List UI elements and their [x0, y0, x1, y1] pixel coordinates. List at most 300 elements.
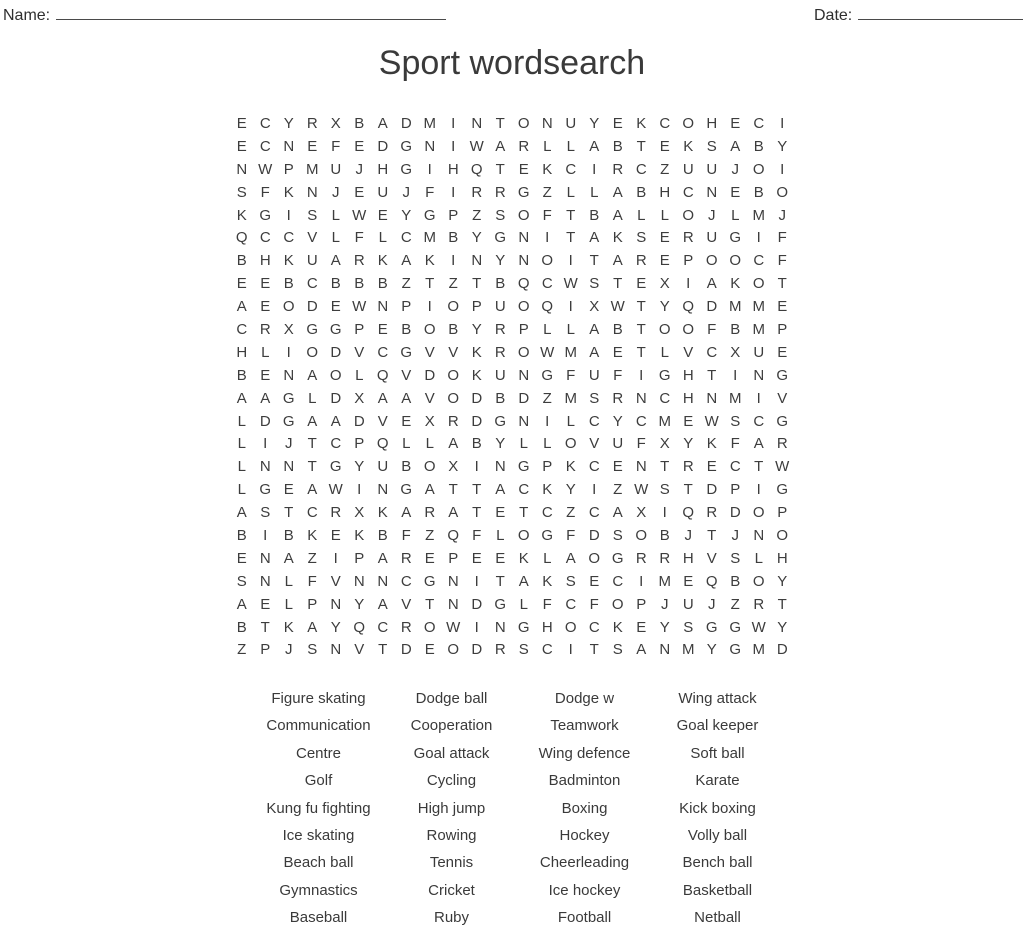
grid-letter: A — [448, 435, 459, 453]
grid-letter: T — [636, 343, 646, 361]
grid-letter: R — [635, 252, 647, 270]
grid-letter: L — [543, 435, 552, 453]
grid-letter: G — [400, 137, 413, 155]
grid-letter: K — [612, 618, 623, 636]
grid-letter: U — [306, 252, 318, 270]
grid-letter: R — [776, 435, 788, 453]
grid-letter: K — [730, 275, 741, 293]
word-list-item: Baseball — [289, 909, 348, 927]
grid-letter: O — [705, 252, 718, 270]
grid-letter: P — [448, 549, 459, 567]
grid-letter: L — [566, 183, 575, 201]
word-list-item: Ice hockey — [548, 881, 621, 899]
grid-letter: A — [636, 641, 647, 659]
grid-letter: A — [612, 252, 623, 270]
grid-letter: E — [636, 618, 647, 636]
grid-letter: V — [307, 229, 318, 247]
grid-letter: P — [354, 435, 365, 453]
grid-letter: J — [708, 206, 716, 224]
grid-letter: P — [401, 298, 412, 316]
grid-letter: I — [592, 160, 597, 178]
grid-letter: I — [733, 366, 738, 384]
grid-letter: R — [494, 641, 506, 659]
grid-letter: M — [306, 160, 319, 178]
grid-letter: N — [283, 458, 295, 476]
grid-letter: T — [378, 641, 388, 659]
grid-letter: R — [612, 389, 624, 407]
grid-letter: D — [424, 366, 436, 384]
grid-letter: Y — [589, 115, 600, 132]
grid-letter: A — [236, 595, 247, 613]
grid-letter: X — [730, 343, 741, 361]
grid-letter: O — [517, 206, 530, 224]
grid-letter: B — [612, 321, 623, 339]
grid-letter: E — [424, 549, 435, 567]
grid-letter: L — [731, 206, 740, 224]
grid-letter: R — [659, 549, 671, 567]
word-list-item: Cycling — [426, 772, 477, 790]
grid-letter: I — [639, 572, 644, 590]
grid-letter: D — [729, 504, 741, 522]
grid-letter: I — [451, 137, 456, 155]
grid-letter: N — [330, 641, 342, 659]
grid-letter: G — [423, 206, 436, 224]
grid-letter: E — [236, 549, 247, 567]
grid-row — [230, 136, 794, 159]
grid-letter: P — [283, 160, 294, 178]
grid-letter: F — [425, 183, 435, 201]
grid-letter: E — [471, 549, 482, 567]
grid-letter: G — [423, 572, 436, 590]
grid-letter: T — [636, 298, 646, 316]
grid-row — [230, 227, 794, 250]
grid-letter: N — [259, 549, 271, 567]
grid-letter: D — [353, 412, 365, 430]
grid-letter: W — [704, 412, 719, 430]
grid-letter: D — [400, 641, 412, 659]
grid-letter: E — [612, 343, 623, 361]
grid-letter: A — [330, 412, 341, 430]
grid-letter: T — [472, 481, 482, 499]
grid-letter: N — [330, 595, 342, 613]
grid-letter: N — [447, 595, 459, 613]
word-list-item: Wing attack — [678, 690, 757, 707]
grid-letter: C — [259, 229, 271, 247]
grid-row — [230, 182, 794, 205]
grid-letter: O — [423, 618, 436, 636]
grid-letter: N — [259, 458, 271, 476]
grid-letter: E — [260, 366, 271, 384]
grid-letter: E — [730, 183, 741, 201]
grid-letter: S — [730, 549, 741, 567]
word-list — [252, 685, 784, 932]
word-list-item: Communication — [266, 717, 371, 735]
grid-letter: E — [612, 458, 623, 476]
grid-letter: F — [730, 435, 740, 453]
grid-letter: B — [495, 275, 506, 293]
grid-letter: S — [612, 527, 623, 545]
grid-letter: B — [354, 275, 365, 293]
grid-letter: O — [776, 183, 789, 201]
grid-letter: B — [659, 527, 670, 545]
grid-letter: T — [472, 504, 482, 522]
grid-letter: E — [730, 115, 741, 132]
grid-letter: A — [401, 504, 412, 522]
grid-letter: L — [543, 321, 552, 339]
grid-letter: L — [378, 229, 387, 247]
grid-letter: H — [682, 549, 694, 567]
word-list-item: Goal attack — [413, 744, 490, 762]
grid-letter: T — [472, 275, 482, 293]
grid-letter: V — [330, 572, 341, 590]
grid-letter: D — [400, 115, 412, 132]
grid-letter: Z — [613, 481, 623, 499]
grid-letter: B — [283, 527, 294, 545]
grid-letter: G — [494, 229, 507, 247]
grid-letter: I — [474, 458, 479, 476]
grid-letter: H — [447, 160, 459, 178]
grid-letter: S — [612, 641, 623, 659]
grid-letter: D — [306, 298, 318, 316]
grid-letter: V — [448, 343, 459, 361]
grid-letter: Z — [237, 641, 247, 659]
grid-letter: U — [682, 160, 694, 178]
grid-letter: H — [377, 160, 389, 178]
grid-letter: S — [307, 641, 318, 659]
grid-letter: E — [683, 572, 694, 590]
grid-letter: A — [612, 504, 623, 522]
word-list-item: Ruby — [433, 909, 470, 927]
grid-letter: X — [283, 321, 294, 339]
grid-letter: I — [592, 481, 597, 499]
grid-letter: T — [519, 504, 529, 522]
grid-letter: W — [751, 618, 766, 636]
grid-letter: G — [306, 321, 319, 339]
grid-letter: J — [661, 595, 669, 613]
grid-letter: C — [753, 115, 765, 132]
name-field — [3, 5, 446, 25]
grid-letter: K — [542, 160, 553, 178]
grid-letter: M — [752, 321, 765, 339]
grid-letter: I — [568, 252, 573, 270]
word-list-item: Cheerleading — [539, 854, 630, 872]
grid-letter: Q — [470, 160, 483, 178]
grid-letter: G — [776, 366, 789, 384]
grid-letter: N — [659, 641, 671, 659]
grid-letter: R — [494, 321, 506, 339]
grid-letter: T — [589, 252, 599, 270]
grid-letter: A — [377, 389, 388, 407]
grid-letter: Q — [517, 275, 530, 293]
grid-letter: C — [588, 412, 600, 430]
grid-letter: N — [706, 183, 718, 201]
grid-letter: K — [542, 481, 553, 499]
grid-letter: H — [236, 343, 248, 361]
grid-letter: I — [451, 115, 456, 132]
grid-letter: I — [780, 160, 785, 178]
grid-letter: I — [451, 183, 456, 201]
grid-letter: S — [565, 572, 576, 590]
grid-letter: C — [400, 229, 412, 247]
grid-letter: L — [496, 527, 505, 545]
grid-letter: P — [636, 595, 647, 613]
word-list-item: High jump — [417, 799, 486, 817]
grid-letter: A — [401, 252, 412, 270]
grid-letter: T — [307, 458, 317, 476]
word-list-item: Basketball — [682, 881, 753, 899]
grid-letter: L — [543, 549, 552, 567]
grid-letter: R — [471, 183, 483, 201]
grid-letter: X — [659, 275, 670, 293]
page-title: Sport wordsearch — [378, 44, 646, 82]
grid-letter: L — [355, 366, 364, 384]
grid-letter: C — [753, 412, 765, 430]
grid-letter: N — [424, 137, 436, 155]
grid-letter: K — [683, 137, 694, 155]
grid-letter: E — [283, 481, 294, 499]
grid-letter: J — [684, 527, 692, 545]
grid-letter: Y — [471, 321, 482, 339]
grid-letter: T — [307, 435, 317, 453]
grid-letter: A — [730, 137, 741, 155]
grid-letter: P — [542, 458, 553, 476]
grid-letter: C — [541, 641, 553, 659]
grid-letter: G — [705, 618, 718, 636]
grid-letter: C — [377, 343, 389, 361]
grid-letter: V — [706, 549, 717, 567]
grid-letter: E — [424, 641, 435, 659]
grid-letter: F — [331, 137, 341, 155]
grid-letter: C — [541, 504, 553, 522]
grid-letter: Z — [566, 504, 576, 522]
grid-letter: I — [286, 343, 291, 361]
grid-letter: R — [330, 504, 342, 522]
grid-letter: F — [707, 321, 717, 339]
grid-letter: I — [427, 160, 432, 178]
grid-letter: S — [659, 481, 670, 499]
grid-letter: M — [752, 298, 765, 316]
grid-letter: Z — [472, 206, 482, 224]
grid-letter: B — [377, 275, 388, 293]
grid-letter: C — [283, 229, 295, 247]
grid-letter: T — [707, 527, 717, 545]
grid-letter: F — [636, 435, 646, 453]
grid-letter: O — [423, 458, 436, 476]
grid-letter: N — [753, 527, 765, 545]
grid-letter: G — [329, 321, 342, 339]
grid-letter: H — [682, 366, 694, 384]
grid-letter: G — [729, 618, 742, 636]
grid-letter: L — [331, 229, 340, 247]
grid-letter: L — [519, 435, 528, 453]
grid-letter: R — [400, 549, 412, 567]
grid-letter: O — [752, 275, 765, 293]
grid-letter: N — [518, 366, 530, 384]
grid-letter: G — [494, 412, 507, 430]
grid-letter: W — [352, 298, 367, 316]
word-list-item: Teamwork — [550, 717, 619, 735]
grid-letter: K — [636, 115, 647, 132]
grid-letter: E — [777, 298, 788, 316]
grid-letter: C — [541, 275, 553, 293]
grid-letter: I — [451, 252, 456, 270]
grid-letter: X — [636, 504, 647, 522]
word-list-item: Centre — [295, 744, 342, 762]
word-list-item: Karate — [695, 772, 740, 790]
grid-letter: N — [447, 572, 459, 590]
grid-letter: B — [401, 458, 412, 476]
grid-letter: D — [471, 412, 483, 430]
grid-letter: N — [753, 366, 765, 384]
word-list-item: Kung fu fighting — [266, 799, 371, 817]
grid-letter: Q — [682, 298, 695, 316]
grid-letter: G — [259, 481, 272, 499]
grid-letter: A — [589, 321, 600, 339]
grid-letter: L — [331, 206, 340, 224]
grid-letter: G — [400, 160, 413, 178]
grid-letter: C — [306, 504, 318, 522]
word-list-item: Football — [557, 909, 612, 927]
grid-letter: X — [424, 412, 435, 430]
grid-letter: P — [448, 206, 459, 224]
grid-letter: Q — [376, 435, 389, 453]
grid-letter: T — [448, 481, 458, 499]
grid-letter: A — [612, 206, 623, 224]
grid-letter: K — [518, 549, 529, 567]
grid-letter: E — [260, 298, 271, 316]
grid-letter: F — [566, 527, 576, 545]
grid-letter: L — [284, 572, 293, 590]
grid-letter: G — [729, 229, 742, 247]
grid-letter: B — [377, 527, 388, 545]
grid-letter: P — [518, 321, 529, 339]
grid-letter: W — [328, 481, 343, 499]
grid-letter: E — [683, 412, 694, 430]
grid-letter: Y — [777, 137, 788, 155]
grid-letter: U — [706, 160, 718, 178]
grid-letter: E — [495, 549, 506, 567]
grid-letter: N — [635, 389, 647, 407]
grid-letter: N — [471, 115, 483, 132]
grid-letter: N — [377, 298, 389, 316]
grid-letter: B — [495, 389, 506, 407]
grid-letter: B — [448, 321, 459, 339]
grid-letter: C — [377, 618, 389, 636]
grid-letter: Z — [730, 595, 740, 613]
grid-letter: E — [589, 572, 600, 590]
grid-letter: L — [261, 343, 270, 361]
grid-letter: Y — [659, 298, 670, 316]
grid-letter: Y — [495, 252, 506, 270]
grid-letter: A — [377, 549, 388, 567]
grid-letter: U — [377, 458, 389, 476]
grid-letter: T — [425, 275, 435, 293]
grid-letter: N — [283, 137, 295, 155]
grid-letter: A — [307, 481, 318, 499]
grid-row — [230, 433, 794, 456]
grid-letter: O — [447, 366, 460, 384]
grid-letter: P — [471, 298, 482, 316]
grid-letter: Q — [376, 366, 389, 384]
grid-letter: Z — [542, 183, 552, 201]
grid-letter: O — [752, 160, 765, 178]
grid-letter: I — [756, 481, 761, 499]
grid-letter: N — [706, 389, 718, 407]
grid-letter: B — [236, 527, 247, 545]
grid-letter: F — [542, 206, 552, 224]
grid-letter: L — [308, 389, 317, 407]
grid-letter: V — [589, 435, 600, 453]
grid-letter: O — [423, 321, 436, 339]
grid-letter: R — [706, 504, 718, 522]
grid-letter: O — [541, 252, 554, 270]
grid-letter: Y — [659, 618, 670, 636]
grid-letter: U — [753, 343, 765, 361]
grid-letter: T — [495, 572, 505, 590]
grid-letter: G — [329, 458, 342, 476]
word-list-item: Volly ball — [687, 826, 748, 844]
grid-letter: F — [542, 595, 552, 613]
grid-letter: K — [377, 504, 388, 522]
grid-letter: T — [754, 458, 764, 476]
grid-letter: L — [425, 435, 434, 453]
grid-letter: I — [756, 229, 761, 247]
grid-letter: G — [282, 389, 295, 407]
grid-letter: K — [354, 527, 365, 545]
grid-letter: H — [776, 549, 788, 567]
grid-letter: R — [753, 595, 765, 613]
word-list-item: Rowing — [426, 826, 477, 844]
grid-letter: J — [285, 435, 293, 453]
grid-letter: T — [566, 206, 576, 224]
grid-letter: W — [610, 298, 625, 316]
grid-letter: M — [564, 389, 577, 407]
grid-letter: V — [424, 389, 435, 407]
grid-letter: O — [564, 618, 577, 636]
grid-letter: H — [659, 183, 671, 201]
grid-letter: E — [659, 229, 670, 247]
grid-letter: T — [425, 595, 435, 613]
grid-letter: T — [636, 137, 646, 155]
grid-letter: W — [446, 618, 461, 636]
grid-letter: O — [752, 504, 765, 522]
grid-letter: O — [517, 527, 530, 545]
grid-letter: Y — [565, 481, 576, 499]
grid-letter: A — [589, 137, 600, 155]
grid-letter: G — [776, 412, 789, 430]
grid-row — [230, 205, 794, 228]
word-list-item: Wing defence — [538, 744, 631, 762]
grid-letter: P — [354, 321, 365, 339]
grid-letter: C — [588, 618, 600, 636]
grid-letter: J — [731, 527, 739, 545]
grid-letter: N — [518, 229, 530, 247]
grid-letter: K — [283, 618, 294, 636]
grid-row — [230, 639, 794, 662]
grid-letter: R — [494, 183, 506, 201]
grid-letter: E — [260, 595, 271, 613]
grid-letter: U — [494, 366, 506, 384]
grid-letter: Z — [660, 160, 670, 178]
grid-row — [230, 525, 794, 548]
grid-letter: B — [448, 229, 459, 247]
grid-letter: R — [259, 321, 271, 339]
grid-letter: L — [402, 435, 411, 453]
grid-letter: F — [354, 229, 364, 247]
grid-letter: F — [260, 183, 270, 201]
grid-row — [230, 113, 794, 136]
word-list-item: Dodge w — [554, 690, 615, 707]
